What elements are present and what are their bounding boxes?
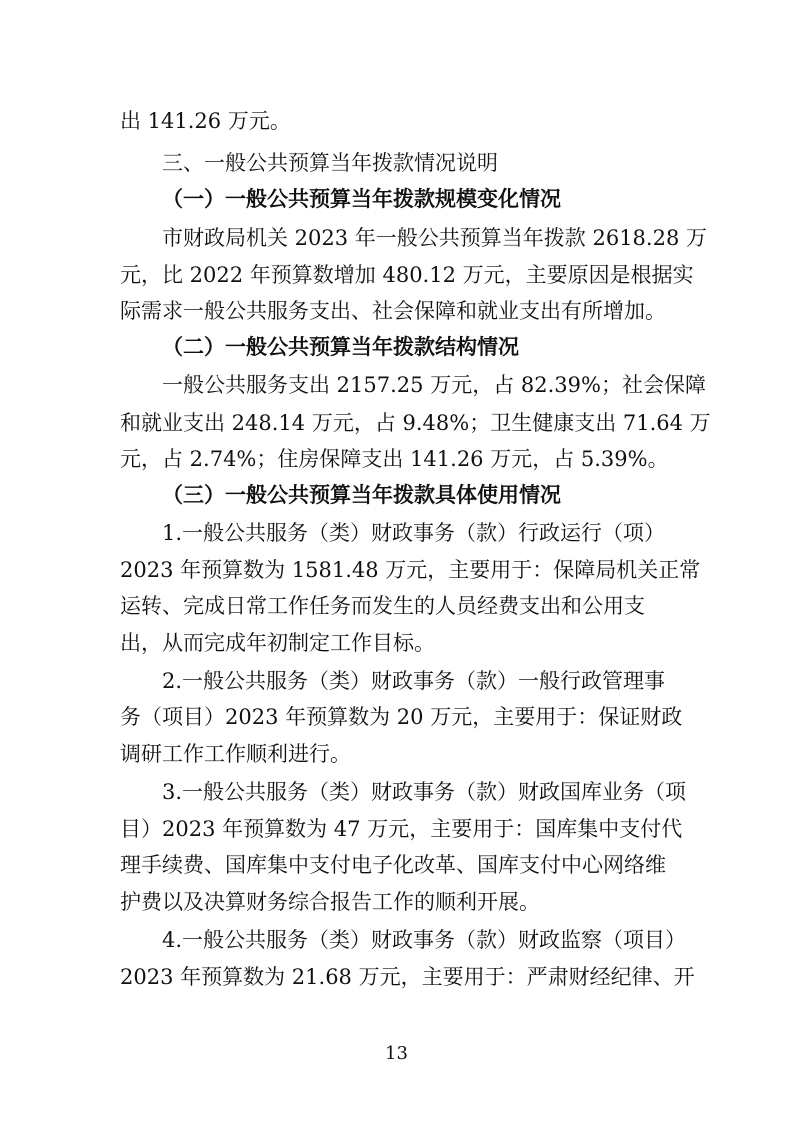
text-line: 际需求一般公共服务支出、社会保障和就业支出有所增加。 — [120, 299, 666, 323]
text-line: 2023 年预算数为 21.68 万元，主要用于：严肃财经纪律、开 — [120, 965, 695, 989]
text-line: 运转、完成日常工作任务而发生的人员经费支出和公用支 — [120, 594, 645, 618]
text-line: 护费以及决算财务综合报告工作的顺利开展。 — [120, 890, 540, 914]
text-line: 和就业支出 248.14 万元，占 9.48%；卫生健康支出 71.64 万 — [120, 411, 711, 435]
text-line: 3.一般公共服务（类）财政事务（款）财政国库业务（项 — [162, 780, 687, 804]
text-line: 元，占 2.74%；住房保障支出 141.26 万元，占 5.39%。 — [120, 447, 669, 471]
text-line: 理手续费、国库集中支付电子化改革、国库支付中心网络维 — [120, 853, 666, 877]
page-number: 13 — [385, 1043, 408, 1064]
text-line: 出，从而完成年初制定工作目标。 — [120, 631, 435, 655]
subsection-heading: （一）一般公共预算当年拨款规模变化情况 — [162, 186, 561, 211]
subsection-heading: （三）一般公共预算当年拨款具体使用情况 — [162, 482, 561, 507]
text-line: 目）2023 年预算数为 47 万元，主要用于：国库集中支付代 — [120, 817, 683, 841]
text-line: 元，比 2022 年预算数增加 480.12 万元，主要原因是根据实 — [120, 263, 694, 287]
text-line: 出 141.26 万元。 — [120, 109, 291, 133]
subsection-heading: （二）一般公共预算当年拨款结构情况 — [162, 334, 519, 359]
text-line: 2023 年预算数为 1581.48 万元，主要用于：保障局机关正常 — [120, 558, 701, 582]
section-heading: 三、一般公共预算当年拨款情况说明 — [162, 151, 498, 175]
text-line: 1.一般公共服务（类）财政事务（款）行政运行（项） — [162, 521, 666, 545]
text-line: 务（项目）2023 年预算数为 20 万元，主要用于：保证财政 — [120, 705, 683, 729]
text-line: 一般公共服务支出 2157.25 万元，占 82.39%；社会保障 — [162, 373, 706, 397]
text-line: 4.一般公共服务（类）财政事务（款）财政监察（项目） — [162, 928, 687, 952]
text-line: 2.一般公共服务（类）财政事务（款）一般行政管理事 — [162, 669, 666, 693]
text-line: 市财政局机关 2023 年一般公共预算当年拨款 2618.28 万 — [162, 226, 707, 250]
text-line: 调研工作工作顺利进行。 — [120, 742, 351, 766]
